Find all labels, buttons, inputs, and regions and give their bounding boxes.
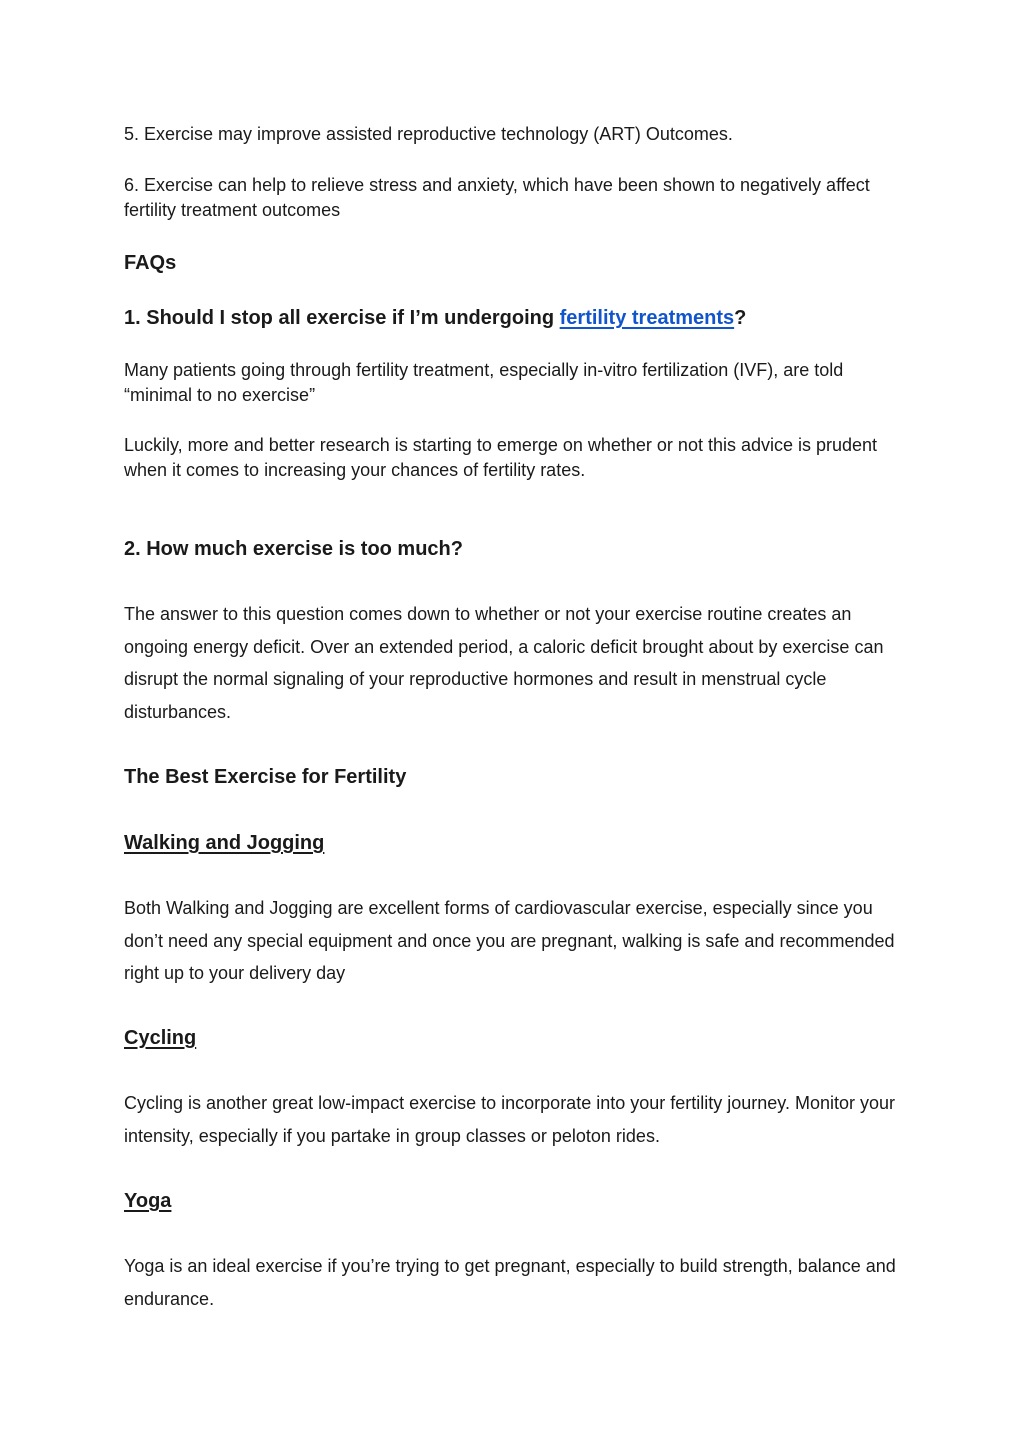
list-item-5: 5. Exercise may improve assisted reproductive technology (ART) Outcomes. [124, 124, 733, 144]
faq-2-paragraph: The answer to this question comes down to whether or not your exercise routine creates an ongoing energy deficit. Over an extended period, a caloric deficit brought about by exercise can disrupt the normal signaling of your reproductive hormones and result in menstrual cycle disturbances. [124, 604, 884, 722]
list-item-6: 6. Exercise can help to relieve stress and anxiety, which have been shown to negatively affect fertility treatment outcomes [124, 175, 870, 220]
cycling-paragraph: Cycling is another great low-impact exercise to incorporate into your fertility journey. Monitor your intensity, especially if you partake in group classes or peloton rides. [124, 1093, 895, 1146]
walking-jogging-heading: Walking and Jogging [124, 832, 325, 854]
best-exercise-heading: The Best Exercise for Fertility [124, 766, 407, 788]
yoga-heading: Yoga [124, 1190, 172, 1212]
faq-question-1 [124, 305, 904, 331]
faq-1-paragraph-2: Luckily, more and better research is starting to emerge on whether or not this advice is prudent when it comes to increasing your chances of fertility rates. [124, 435, 878, 480]
fertility-treatments-link[interactable]: fertility treatments [559, 307, 735, 329]
faqs-heading: FAQs [124, 252, 177, 274]
faq-1-paragraph-1: Many patients going through fertility treatment, especially in-vitro fertilization (IVF), are told “minimal to no exercise” [124, 360, 844, 405]
yoga-paragraph: Yoga is an ideal exercise if you’re trying to get pregnant, especially to build strength, balance and endurance. [124, 1256, 896, 1309]
faq-question-1-prefix: 1. Should I stop all exercise if I’m undergoing [124, 307, 560, 329]
faq-question-1-suffix: ? [734, 307, 747, 329]
faq-question-2: 2. How much exercise is too much? [124, 538, 463, 560]
walking-jogging-paragraph: Both Walking and Jogging are excellent forms of cardiovascular exercise, especially since you don’t need any special equipment and once you are pregnant, walking is safe and recommended right up to your delivery day [124, 898, 895, 984]
cycling-heading: Cycling [124, 1027, 197, 1049]
